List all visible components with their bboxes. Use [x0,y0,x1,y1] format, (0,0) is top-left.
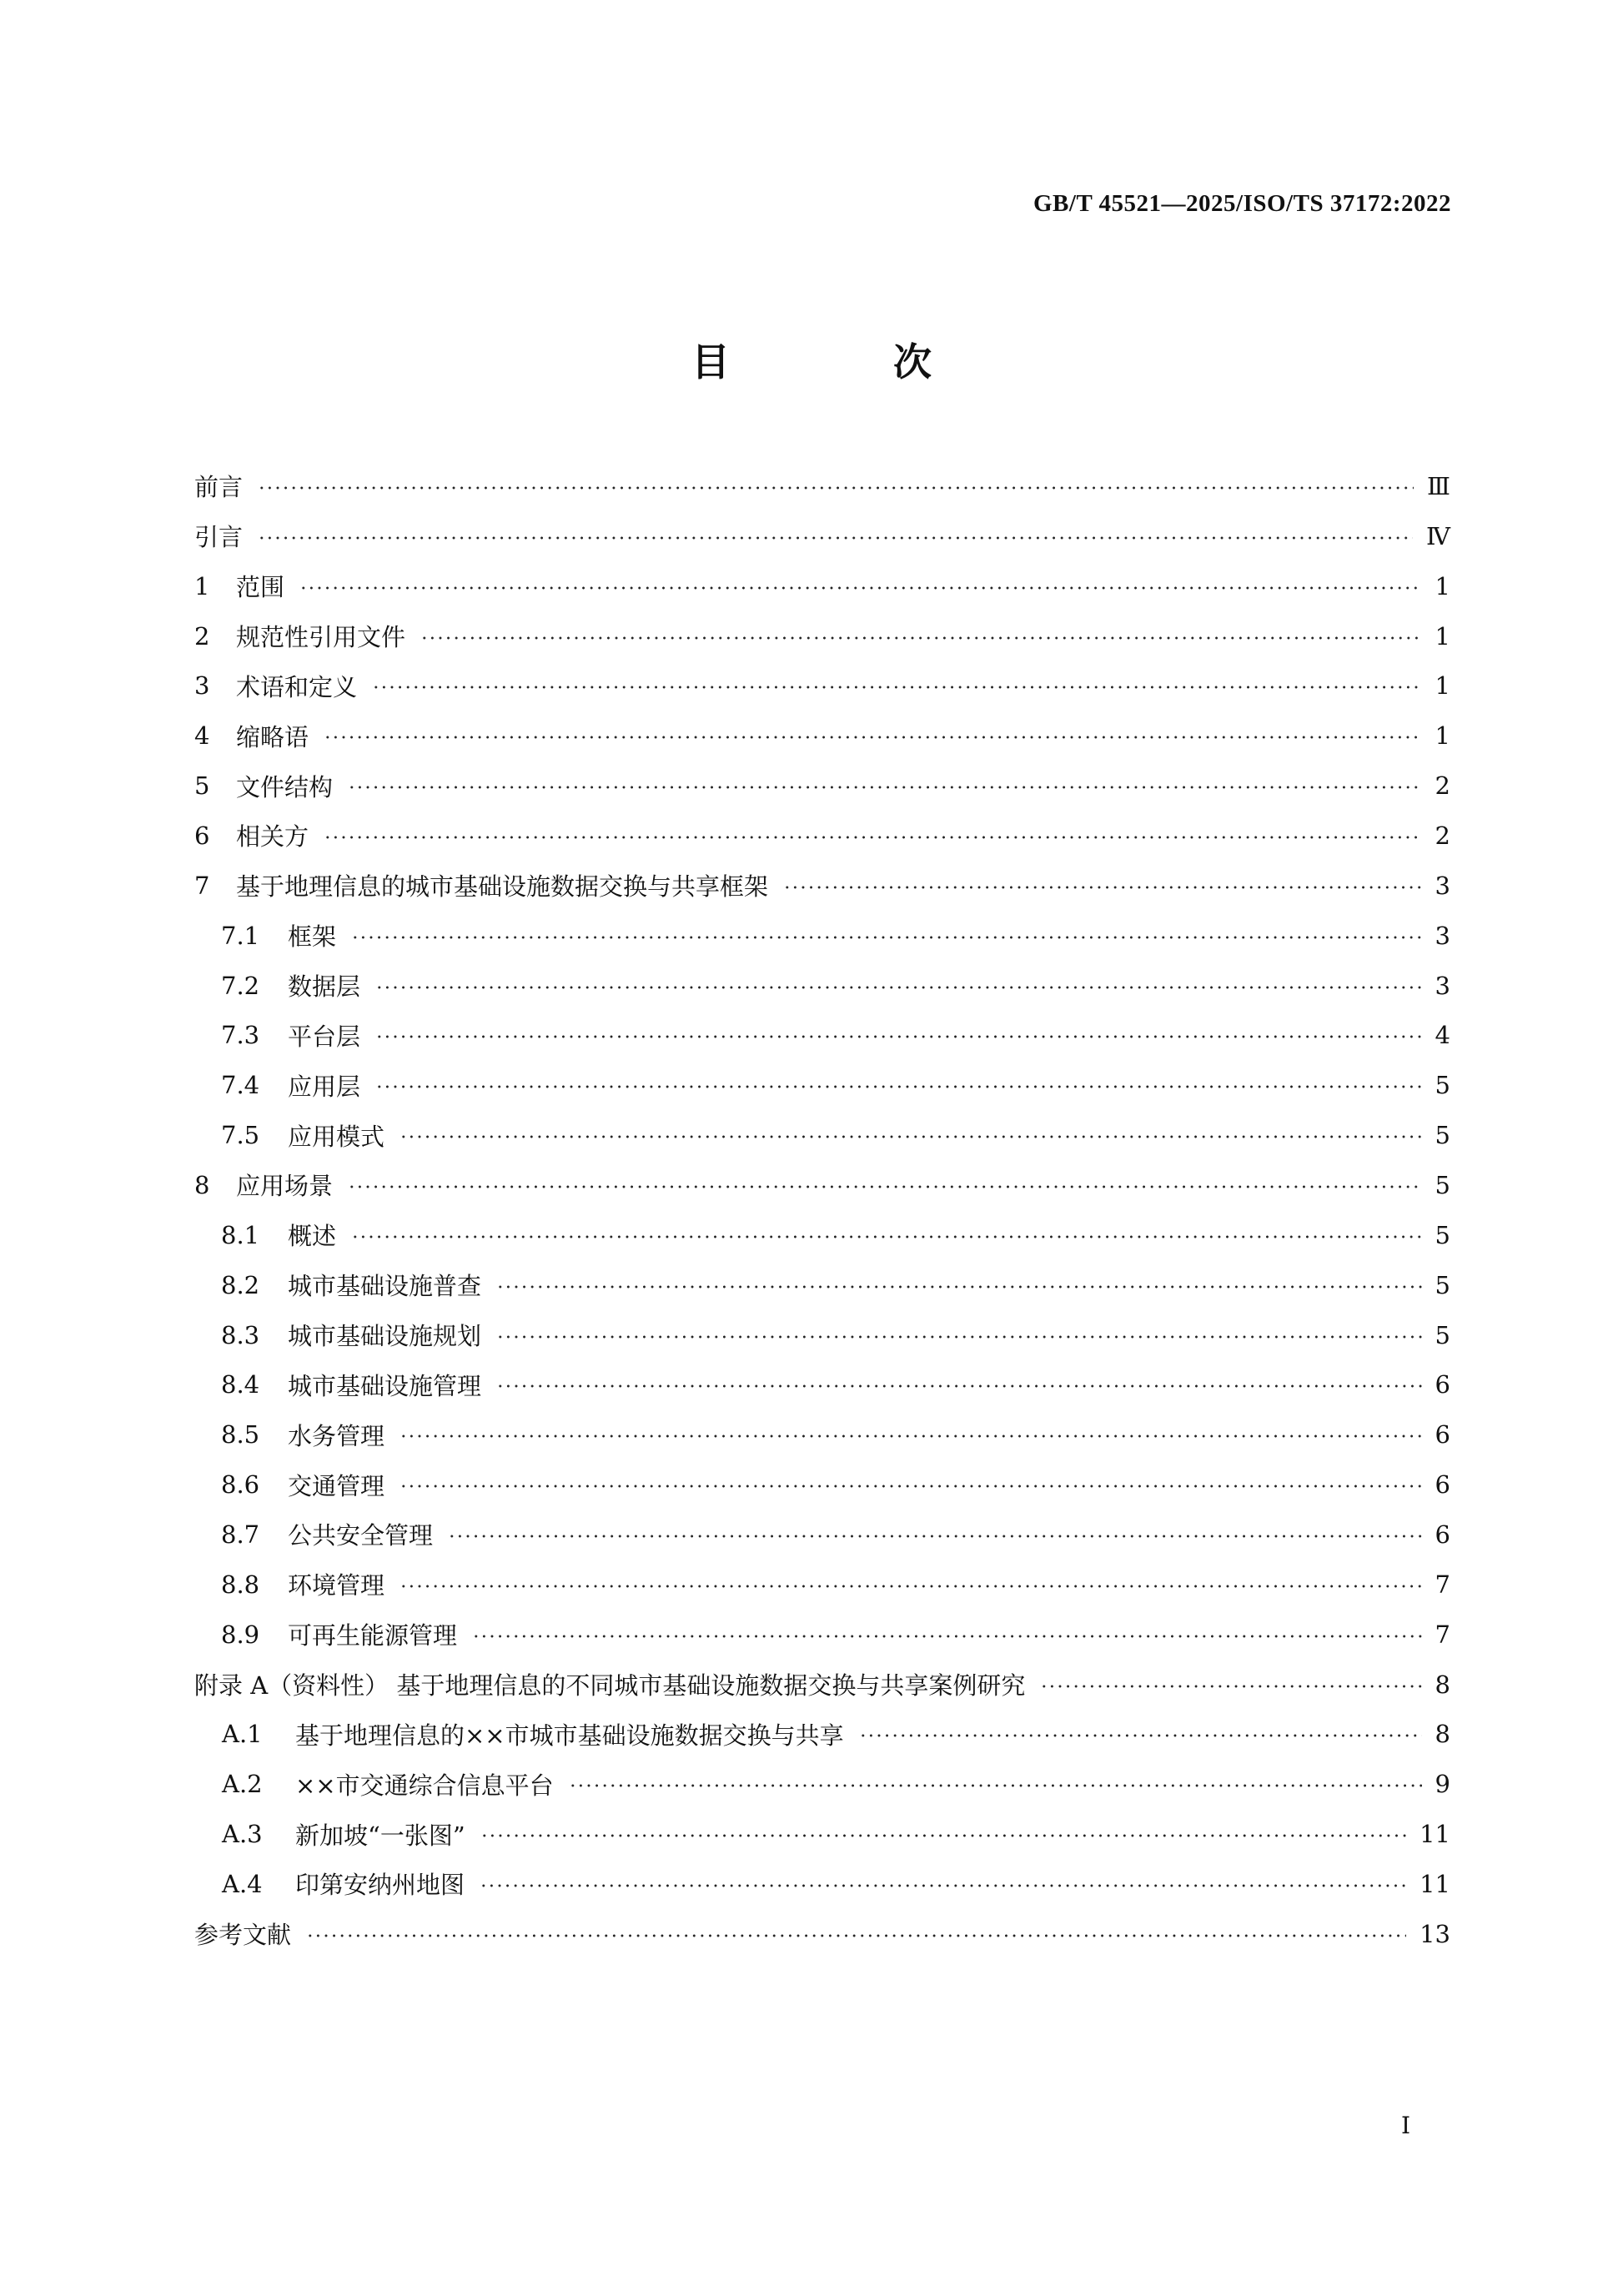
toc-entry-title [194,818,309,852]
toc-entry-page: 7 [1435,1620,1450,1649]
toc-entry-label: 应用模式 [288,1122,385,1151]
toc-entry-page: 6 [1435,1420,1450,1449]
dot-leader [348,785,1422,790]
toc-entry-page: 1 [1435,721,1450,751]
toc-entry-title [221,1418,384,1452]
toc-entry-number: 8.1 [221,1220,260,1249]
toc-entry[interactable] [194,1409,1450,1459]
toc-entry-title [194,1917,291,1951]
toc-entry-label: 参考文献 [194,1921,292,1950]
toc-entry[interactable] [194,1459,1450,1510]
dot-leader [258,485,1414,490]
toc-entry-label: 应用场景 [236,1172,334,1201]
toc-entry[interactable] [194,1809,1450,1859]
toc-entry-title [221,1368,481,1402]
toc-entry-title [221,1318,481,1352]
toc-entry[interactable] [194,1060,1450,1110]
dot-leader [324,835,1422,840]
toc-entry-title [221,1018,360,1053]
dot-leader [375,1034,1422,1039]
toc-entry-number: 8.8 [221,1570,260,1599]
table-of-contents [194,461,1450,1959]
dot-leader [1040,1684,1421,1689]
toc-entry[interactable] [194,861,1450,911]
toc-entry-title [221,1118,384,1153]
toc-entry-page: 8 [1435,1670,1450,1699]
toc-entry-number: 8.2 [221,1270,260,1299]
toc-entry-title [194,469,243,503]
toc-entry-label: 引言 [194,523,244,552]
toc-entry-title [221,918,336,952]
toc-entry-title [221,1068,360,1103]
dot-leader [480,1883,1406,1888]
dot-leader [569,1783,1422,1788]
toc-entry-page: Ⅳ [1426,521,1450,550]
toc-entry-page: 9 [1435,1770,1450,1799]
toc-entry-page: Ⅲ [1427,471,1450,500]
toc-entry[interactable] [194,561,1450,611]
toc-entry-number: 8.5 [221,1420,260,1449]
toc-entry-label: 缩略语 [236,722,309,751]
toc-entry-label: 水务管理 [288,1421,385,1450]
toc-entry-number: A.2 [222,1770,263,1799]
toc-entry-page: 6 [1435,1370,1450,1399]
dot-leader [351,1234,1422,1239]
dot-leader [448,1534,1422,1539]
toc-entry-number: 1 [194,571,210,600]
toc-entry-number: A.4 [222,1869,263,1898]
dot-leader [496,1284,1422,1289]
toc-entry[interactable] [194,1359,1450,1409]
toc-entry-title [221,1517,433,1551]
toc-entry[interactable] [194,1709,1450,1759]
page-title: 目 次 [691,339,1007,384]
toc-entry-number: 8.6 [221,1470,260,1500]
dot-leader [420,636,1422,641]
toc-entry-label: 城市基础设施普查 [288,1272,482,1301]
toc-entry[interactable] [194,1909,1450,1959]
toc-entry-label: 交通管理 [288,1471,385,1500]
toc-entry-page: 5 [1435,1320,1450,1349]
toc-entry-number: 5 [194,771,210,801]
toc-entry-label: 前言 [194,473,244,502]
toc-entry[interactable] [194,1310,1450,1360]
dot-leader [324,735,1422,740]
toc-entry-title [194,669,357,703]
toc-entry-title [221,968,360,1002]
toc-entry-page: 6 [1435,1520,1450,1549]
toc-entry-number: 7.3 [221,1021,260,1050]
toc-entry-number: 8.9 [221,1620,260,1649]
toc-entry[interactable] [194,661,1450,711]
page-number: Ⅰ [1401,2112,1411,2139]
dot-leader [496,1384,1422,1389]
dot-leader [258,535,1413,540]
toc-entry-number: 6 [194,821,210,850]
toc-entry[interactable] [194,711,1450,761]
toc-entry-title [222,1866,465,1901]
toc-entry-title [221,1268,481,1302]
toc-entry-number: 7.2 [221,971,260,1000]
toc-entry-label: 可再生能源管理 [288,1621,458,1650]
toc-entry-title [194,719,309,753]
dot-leader [480,1833,1406,1838]
dot-leader [496,1334,1422,1339]
toc-entry-number: A.1 [222,1720,263,1749]
toc-entry-title [222,1767,554,1801]
toc-entry-title [194,1667,1025,1701]
toc-entry-label: 应用层 [288,1072,361,1101]
toc-entry-title [194,868,768,902]
toc-entry[interactable] [194,1859,1450,1909]
dot-leader [306,1933,1406,1938]
dot-leader [399,1134,1422,1139]
toc-entry-page: 5 [1435,1071,1450,1100]
dot-leader [783,885,1422,890]
toc-entry-number: 8.4 [221,1370,260,1399]
toc-entry[interactable] [194,461,1450,511]
toc-entry[interactable] [194,811,1450,861]
toc-entry-number: 7.5 [221,1121,260,1150]
toc-entry-page: 1 [1435,621,1450,651]
toc-entry[interactable] [194,1660,1450,1710]
toc-entry-label: 概述 [288,1222,337,1251]
toc-entry[interactable] [194,761,1450,811]
toc-entry[interactable] [194,911,1450,961]
dot-leader [299,585,1422,590]
toc-entry-label: ××市交通综合信息平台 [295,1771,554,1800]
toc-entry-label: 数据层 [288,972,361,1002]
toc-entry-number: 7 [194,871,210,900]
toc-entry-page: 1 [1435,571,1450,600]
toc-entry-number: 7.4 [221,1071,260,1100]
toc-entry-page: 11 [1419,1869,1450,1898]
toc-entry-title [194,769,333,803]
toc-entry-title [221,1468,384,1502]
toc-entry-page: 8 [1435,1720,1450,1749]
toc-entry[interactable] [194,611,1450,661]
toc-entry-page: 11 [1419,1820,1450,1849]
toc-entry-title [194,619,405,653]
dot-leader [375,1084,1422,1089]
dot-leader [375,985,1422,990]
toc-entry-page: 3 [1435,971,1450,1000]
toc-entry[interactable] [194,1010,1450,1060]
toc-entry-label: 城市基础设施规划 [288,1322,482,1351]
toc-entry-title [221,1218,336,1252]
toc-entry[interactable] [194,1210,1450,1260]
toc-entry-number: 8.7 [221,1520,260,1549]
toc-entry[interactable] [194,1759,1450,1809]
standard-code: GB/T 45521—2025/ISO/TS 37172:2022 [1033,190,1451,217]
toc-entry-number: 8.3 [221,1320,260,1349]
dot-leader [472,1634,1422,1639]
toc-entry-label: 新加坡“一张图” [295,1821,465,1850]
toc-entry-number: A.3 [222,1820,263,1849]
dot-leader [399,1484,1422,1489]
toc-entry-label: 附录 A（资料性） 基于地理信息的不同城市基础设施数据交换与共享案例研究 [194,1671,1026,1701]
toc-entry-page: 5 [1435,1170,1450,1199]
dot-leader [859,1733,1422,1738]
toc-entry[interactable] [194,1510,1450,1560]
toc-entry-page: 2 [1435,771,1450,801]
toc-entry-label: 公共安全管理 [288,1521,434,1550]
toc-entry-number: 3 [194,671,210,701]
toc-entry-label: 环境管理 [288,1571,385,1600]
toc-entry[interactable] [194,961,1450,1011]
toc-entry-label: 相关方 [236,822,309,852]
toc-entry-label: 基于地理信息的城市基础设施数据交换与共享框架 [236,872,769,902]
toc-entry[interactable] [194,1610,1450,1660]
toc-entry[interactable] [194,1110,1450,1160]
toc-entry-number: 4 [194,721,210,751]
toc-entry-number: 2 [194,621,210,651]
toc-entry[interactable] [194,1160,1450,1210]
toc-entry-title [222,1817,465,1851]
toc-entry-page: 5 [1435,1121,1450,1150]
toc-entry[interactable] [194,511,1450,561]
toc-entry-title [194,1168,333,1202]
toc-entry-label: 规范性引用文件 [236,623,406,651]
toc-entry-page: 5 [1435,1270,1450,1299]
toc-entry-page: 6 [1435,1470,1450,1500]
toc-entry-title [194,569,284,603]
toc-entry-page: 2 [1435,821,1450,850]
toc-entry-page: 4 [1435,1021,1450,1050]
toc-entry-page: 5 [1435,1220,1450,1249]
toc-entry-page: 3 [1435,871,1450,900]
toc-entry-label: 文件结构 [236,772,334,801]
toc-entry[interactable] [194,1260,1450,1310]
toc-entry-label: 框架 [288,922,337,952]
toc-entry-label: 城市基础设施管理 [288,1371,482,1400]
toc-entry-page: 3 [1435,921,1450,950]
toc-entry-title [221,1567,384,1601]
toc-entry-number: 8 [194,1170,210,1199]
toc-entry-page: 13 [1419,1919,1450,1948]
dot-leader [372,685,1422,690]
toc-entry-label: 基于地理信息的××市城市基础设施数据交换与共享 [295,1721,844,1750]
toc-entry-label: 印第安纳州地图 [295,1871,465,1900]
toc-entry-page: 1 [1435,671,1450,701]
toc-entry-title [221,1617,457,1651]
dot-leader [351,935,1422,940]
toc-entry[interactable] [194,1560,1450,1610]
toc-entry-page: 7 [1435,1570,1450,1599]
toc-entry-label: 范围 [236,573,285,602]
toc-entry-number: 7.1 [221,921,260,950]
dot-leader [399,1434,1422,1439]
toc-entry-title [222,1717,844,1751]
toc-entry-label: 平台层 [288,1022,361,1051]
toc-entry-title [194,519,243,553]
toc-entry-label: 术语和定义 [236,672,358,701]
dot-leader [399,1584,1422,1589]
dot-leader [348,1184,1422,1189]
